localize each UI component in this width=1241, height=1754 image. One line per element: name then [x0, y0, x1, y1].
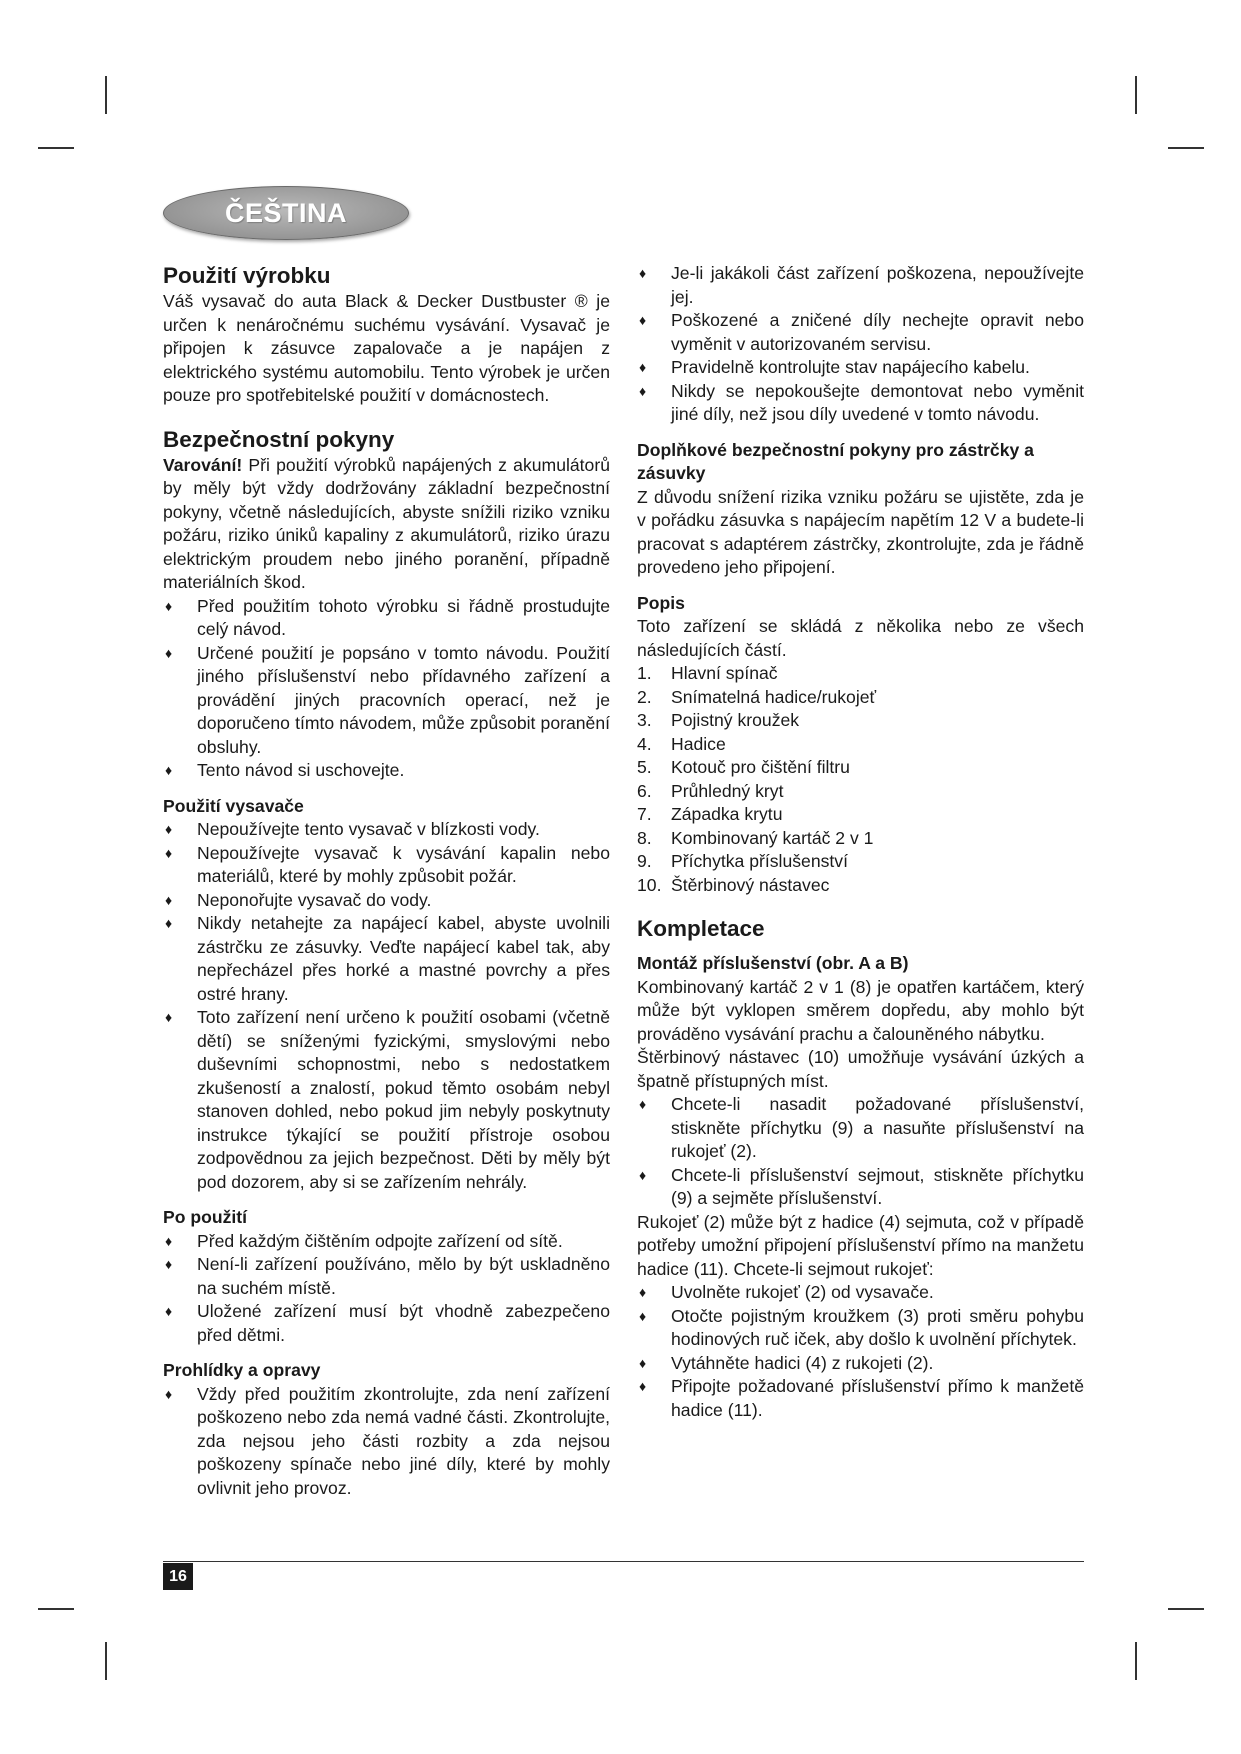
doplnkove-text: Z důvodu snížení rizika vzniku požáru se ujistěte, zda je v pořádku zásuvka s napájecím napětím 12 V a budete-li pracovat s adaptérem zástrčky, zkontrolujte, zda je řádně provedeno jeho připojení. — [637, 486, 1084, 577]
crop-mark — [1168, 147, 1204, 149]
list-item: ♦ Pravidelně kontrolujte stav napájecího kabelu. — [637, 356, 1084, 380]
list-item: 3. Pojistný kroužek — [637, 710, 800, 730]
list-item: ♦ Nikdy se nepokoušejte demontovat nebo vyměnit jiné díly, než jsou díly uvedené v tomto návodu. — [637, 380, 1084, 427]
section-title-kompletace: Kompletace — [637, 916, 765, 941]
list-item: ♦ Otočte pojistným kroužkem (3) proti směru pohybu hodinových ruč iček, aby došlo k uvolnění příchytek. — [637, 1305, 1084, 1352]
rukojet-text: Rukojeť (2) může být z hadice (4) sejmuta, což v případě potřeby umožní připojení příslušenství přímo na manžetu hadice (11). Chcete-li sejmout rukojeť: — [637, 1211, 1084, 1279]
montaz-text-2: Štěrbinový nástavec (10) umožňuje vysávání úzkých a špatně přístupných míst. — [637, 1047, 1084, 1091]
list-item: 2. Snímatelná hadice/rukojeť — [637, 686, 877, 707]
crop-mark — [1135, 1642, 1137, 1680]
list-item: 4. Hadice — [637, 733, 726, 754]
list-item: ♦ Tento návod si uschovejte. — [163, 759, 610, 783]
crop-mark — [105, 76, 107, 114]
section-title-popis: Popis — [637, 592, 685, 613]
rukojet-list — [637, 1281, 1084, 1422]
section-title-bezpecnost: Bezpečnostní pokyny — [163, 426, 395, 452]
section-title-montaz: Montáž příslušenství (obr. A a B) — [637, 953, 909, 973]
section-title-po-pouziti: Po použití — [163, 1207, 248, 1227]
list-item: ♦ Připojte požadované příslušenství přímo k manžetě hadice (11). — [637, 1375, 1084, 1422]
list-item: ♦ Před každým čištěním odpojte zařízení od sítě. — [163, 1230, 610, 1254]
parts-list — [637, 662, 1084, 897]
list-item: 1. Hlavní spínač — [637, 663, 778, 683]
oprava-list — [637, 262, 1084, 427]
list-item: ♦ Chcete-li příslušenství sejmout, stiskněte příchytku (9) a sejměte příslušenství. — [637, 1164, 1084, 1211]
list-item: ♦ Toto zařízení není určeno k použití osobami (včetně dětí) se sníženými fyzickými, smyslovými nebo duševními schopnostmi, nebo s nedostatkem zkušeností a znalostí, pokud těmto osobám nebyl stanoven dohled, nebo pokud jim nebyly poskytnuty instrukce týkající se použití přístroje osobou zodpovědnou za jejich bezpečnost. Děti by měly být pod dozorem, aby si se zařízením nehrály. — [163, 1006, 610, 1194]
section-title-vysavace: Použití vysavače — [163, 795, 304, 816]
pouziti-text: Váš vysavač do auta Black & Decker Dustbuster ® je určen k nenáročnému suchému vysávání. Vysavač je připojen k zásuvce zapalovače a je napájen z elektrického systému automobilu. Tento výrobek je určen pouze pro spotřebitelské použití v domácnostech. — [163, 291, 610, 405]
list-item: 5. Kotouč pro čištění filtru — [637, 757, 850, 777]
footer-rule — [163, 1561, 1084, 1562]
list-item: 8. Kombinovaný kartáč 2 v 1 — [637, 827, 874, 848]
vysavace-list — [163, 818, 610, 1194]
crop-mark — [38, 147, 74, 149]
section-title-doplnkove: Doplňkové bezpečnostní pokyny pro zástrčky a zásuvky — [637, 439, 1034, 483]
list-item: ♦ Není-li zařízení používáno, mělo by být uskladněno na suchém místě. — [163, 1253, 610, 1300]
list-item: 7. Západka krytu — [637, 804, 783, 824]
page-number: 16 — [163, 1563, 193, 1590]
list-item: ♦ Neponořujte vysavač do vody. — [163, 889, 610, 913]
language-badge — [163, 186, 409, 240]
crop-mark — [1168, 1608, 1204, 1610]
list-item: ♦ Uložené zařízení musí být vhodně zabezpečeno před dětmi. — [163, 1300, 610, 1347]
section-title-pouziti: Použití výrobku — [163, 263, 331, 288]
list-item: ♦ Nepoužívejte tento vysavač v blízkosti vody. — [163, 818, 610, 842]
list-item: ♦ Vždy před použitím zkontrolujte, zda není zařízení poškozeno nebo zda nemá vadné části. Zkontrolujte, zda nejsou jeho části rozbity a zda nejsou poškozeny spínače nebo jiné díly, které by mohly ovlivnit jeho provoz. — [163, 1383, 610, 1501]
list-item: ♦ Chcete-li nasadit požadované příslušenství, stiskněte příchytku (9) a nasuňte příslušenství na rukojeť (2). — [637, 1093, 1084, 1164]
warning-label: Varování! — [163, 454, 243, 475]
right-column — [637, 262, 1084, 1422]
po-pouziti-list — [163, 1230, 610, 1348]
prohlidky-list — [163, 1383, 610, 1501]
bezpecnost-text — [163, 454, 610, 595]
list-item: ♦ Vytáhněte hadici (4) z rukojeti (2). — [637, 1352, 1084, 1376]
list-item: 6. Průhledný kryt — [637, 780, 784, 801]
language-label: ČEŠTINA — [224, 197, 347, 228]
montaz-text-1: Kombinovaný kartáč 2 v 1 (8) je opatřen kartáčem, který může být vyklopen směrem dopředu, aby mohlo být prováděno vysávání prachu a čalouněného nábytku. — [637, 976, 1084, 1044]
list-item: ♦ Nikdy netahejte za napájecí kabel, abyste uvolnili zástrčku ze zásuvky. Veďte napájecí kabel tak, aby nepřecházel přes horké a mastné povrchy a přes ostré hrany. — [163, 912, 610, 1006]
list-item: 9. Příchytka příslušenství — [637, 851, 848, 871]
bezpecnost-list — [163, 595, 610, 783]
list-item: 10. Štěrbinový nástavec — [637, 874, 830, 895]
crop-mark — [38, 1608, 74, 1610]
section-title-prohlidky: Prohlídky a opravy — [163, 1360, 321, 1380]
list-item: ♦ Poškozené a zničené díly nechejte opravit nebo vyměnit v autorizovaném servisu. — [637, 309, 1084, 356]
bezpecnost-body: Při použití výrobků napájených z akumulátorů by měly být vždy dodržovány základní bezpečnostní pokyny, včetně následujících, abyste snížili riziko vzniku požáru, riziko úniků kapaliny z akumulátorů, riziko úrazu elektrickým proudem nebo jiného poranění, případně materiálních škod. — [163, 454, 610, 592]
montaz-list — [637, 1093, 1084, 1211]
list-item: ♦ Před použitím tohoto výrobku si řádně prostudujte celý návod. — [163, 595, 610, 642]
list-item: ♦ Je-li jakákoli část zařízení poškozena, nepoužívejte jej. — [637, 262, 1084, 309]
crop-mark — [105, 1642, 107, 1680]
list-item: ♦ Uvolněte rukojeť (2) od vysavače. — [637, 1281, 1084, 1305]
list-item: ♦ Nepoužívejte vysavač k vysávání kapalin nebo materiálů, které by mohly způsobit požár. — [163, 842, 610, 889]
popis-text: Toto zařízení se skládá z několika nebo ze všech následujících částí. — [637, 616, 1084, 660]
crop-mark — [1135, 76, 1137, 114]
left-column — [163, 262, 610, 1500]
list-item: ♦ Určené použití je popsáno v tomto návodu. Použití jiného příslušenství nebo přídavného zařízení a provádění jiných pracovních operací, než je doporučeno tímto návodem, může způsobit poranění obsluhy. — [163, 642, 610, 760]
